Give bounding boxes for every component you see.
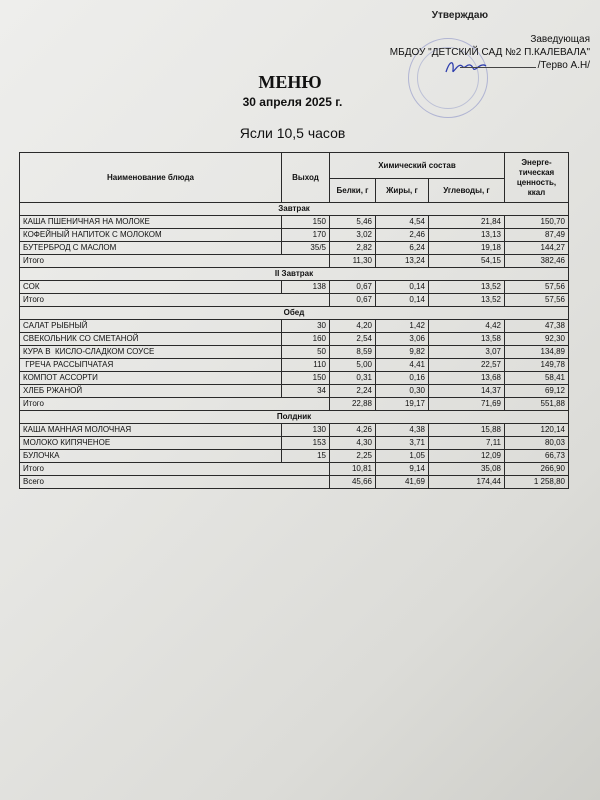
total-energy: 551,88 [505, 398, 569, 411]
total-row [20, 294, 569, 307]
dish-energy: 87,49 [505, 229, 569, 242]
grand-total-carbs: 174,44 [429, 476, 505, 489]
dish-fats: 9,82 [376, 346, 429, 359]
header-carbs: Углеводы, г [429, 179, 505, 203]
dish-proteins: 0,31 [330, 372, 376, 385]
dish-fats: 6,24 [376, 242, 429, 255]
header-yield: Выход [282, 153, 330, 203]
dish-energy: 92,30 [505, 333, 569, 346]
table-row [20, 437, 569, 450]
section-row [20, 203, 569, 216]
dish-fats: 3,71 [376, 437, 429, 450]
dish-energy: 80,03 [505, 437, 569, 450]
dish-proteins: 8,59 [330, 346, 376, 359]
dish-fats: 0,30 [376, 385, 429, 398]
dish-yield: 130 [282, 424, 330, 437]
table-row [20, 372, 569, 385]
dish-proteins: 4,26 [330, 424, 376, 437]
dish-yield: 50 [282, 346, 330, 359]
dish-name: ГРЕЧА РАССЫПЧАТАЯ [20, 359, 282, 372]
total-energy: 382,46 [505, 255, 569, 268]
total-energy: 57,56 [505, 294, 569, 307]
dish-yield: 138 [282, 281, 330, 294]
total-row [20, 463, 569, 476]
dish-proteins: 4,20 [330, 320, 376, 333]
grand-total-energy: 1 258,80 [505, 476, 569, 489]
section-title: II Завтрак [20, 268, 569, 281]
dish-yield: 30 [282, 320, 330, 333]
dish-energy: 149,78 [505, 359, 569, 372]
total-label: Итого [20, 255, 330, 268]
dish-carbs: 15,88 [429, 424, 505, 437]
dish-name: СВЕКОЛЬНИК СО СМЕТАНОЙ [20, 333, 282, 346]
table-row [20, 320, 569, 333]
dish-name: ХЛЕБ РЖАНОЙ [20, 385, 282, 398]
dish-name: СОК [20, 281, 282, 294]
table-row [20, 229, 569, 242]
table-row [20, 424, 569, 437]
organization-name: МБДОУ "ДЕТСКИЙ САД №2 П.КАЛЕВАЛА" [389, 47, 590, 58]
approval-heading: Утверждаю [431, 10, 488, 21]
dish-carbs: 7,11 [429, 437, 505, 450]
dish-fats: 0,14 [376, 281, 429, 294]
table-row [20, 346, 569, 359]
total-carbs: 71,69 [429, 398, 505, 411]
dish-carbs: 12,09 [429, 450, 505, 463]
total-energy: 266,90 [505, 463, 569, 476]
section-title: Завтрак [20, 203, 569, 216]
dish-proteins: 5,00 [330, 359, 376, 372]
dish-yield: 35/5 [282, 242, 330, 255]
dish-fats: 4,54 [376, 216, 429, 229]
dish-carbs: 13,68 [429, 372, 505, 385]
table-row [20, 242, 569, 255]
dish-energy: 47,38 [505, 320, 569, 333]
dish-name: КОФЕЙНЫЙ НАПИТОК С МОЛОКОМ [20, 229, 282, 242]
total-label: Итого [20, 463, 330, 476]
signature-line [460, 60, 590, 71]
total-carbs: 13,52 [429, 294, 505, 307]
total-row [20, 255, 569, 268]
header-dish: Наименование блюда [20, 153, 282, 203]
dish-yield: 150 [282, 216, 330, 229]
total-fats: 9,14 [376, 463, 429, 476]
total-label: Итого [20, 294, 330, 307]
dish-proteins: 2,24 [330, 385, 376, 398]
total-fats: 0,14 [376, 294, 429, 307]
dish-carbs: 13,13 [429, 229, 505, 242]
dish-fats: 0,16 [376, 372, 429, 385]
table-row [20, 281, 569, 294]
total-proteins: 10,81 [330, 463, 376, 476]
dish-name: САЛАТ РЫБНЫЙ [20, 320, 282, 333]
grand-total-label: Всего [20, 476, 330, 489]
dish-yield: 34 [282, 385, 330, 398]
dish-fats: 2,46 [376, 229, 429, 242]
dish-yield: 170 [282, 229, 330, 242]
menu-date: 30 апреля 2025 г. [242, 95, 343, 109]
dish-carbs: 22,57 [429, 359, 505, 372]
dish-name: КОМПОТ АССОРТИ [20, 372, 282, 385]
dish-yield: 110 [282, 359, 330, 372]
dish-energy: 120,14 [505, 424, 569, 437]
dish-name: БУТЕРБРОД С МАСЛОМ [20, 242, 282, 255]
dish-proteins: 2,25 [330, 450, 376, 463]
total-fats: 13,24 [376, 255, 429, 268]
grand-total-row [20, 476, 569, 489]
dish-name: МОЛОКО КИПЯЧЕНОЕ [20, 437, 282, 450]
dish-energy: 57,56 [505, 281, 569, 294]
total-carbs: 54,15 [429, 255, 505, 268]
header-energy: Энерге-тическая ценность, ккал [505, 153, 569, 203]
dish-fats: 4,38 [376, 424, 429, 437]
dish-fats: 4,41 [376, 359, 429, 372]
section-title: Обед [20, 307, 569, 320]
total-fats: 19,17 [376, 398, 429, 411]
dish-fats: 1,05 [376, 450, 429, 463]
total-proteins: 0,67 [330, 294, 376, 307]
table-row [20, 216, 569, 229]
table-row [20, 359, 569, 372]
dish-carbs: 13,52 [429, 281, 505, 294]
dish-carbs: 21,84 [429, 216, 505, 229]
dish-energy: 150,70 [505, 216, 569, 229]
dish-fats: 1,42 [376, 320, 429, 333]
table-row [20, 385, 569, 398]
section-title: Полдник [20, 411, 569, 424]
section-row [20, 411, 569, 424]
dish-proteins: 3,02 [330, 229, 376, 242]
menu-table [19, 152, 569, 489]
dish-energy: 69,12 [505, 385, 569, 398]
menu-body [20, 203, 569, 489]
dish-carbs: 19,18 [429, 242, 505, 255]
signer-name: /Терво А.Н/ [537, 60, 590, 71]
grand-total-proteins: 45,66 [330, 476, 376, 489]
header-proteins: Белки, г [330, 179, 376, 203]
total-proteins: 22,88 [330, 398, 376, 411]
group-name: Ясли 10,5 часов [239, 125, 346, 141]
table-row [20, 333, 569, 346]
dish-energy: 134,89 [505, 346, 569, 359]
dish-proteins: 5,46 [330, 216, 376, 229]
dish-carbs: 3,07 [429, 346, 505, 359]
dish-yield: 153 [282, 437, 330, 450]
dish-fats: 3,06 [376, 333, 429, 346]
approver-position: Заведующая [530, 34, 590, 45]
dish-carbs: 13,58 [429, 333, 505, 346]
dish-proteins: 2,82 [330, 242, 376, 255]
section-row [20, 268, 569, 281]
dish-energy: 66,73 [505, 450, 569, 463]
dish-carbs: 14,37 [429, 385, 505, 398]
section-row [20, 307, 569, 320]
dish-name: БУЛОЧКА [20, 450, 282, 463]
dish-name: КУРА В КИСЛО-СЛАДКОМ СОУСЕ [20, 346, 282, 359]
dish-name: КАША ПШЕНИЧНАЯ НА МОЛОКЕ [20, 216, 282, 229]
table-row [20, 450, 569, 463]
dish-proteins: 0,67 [330, 281, 376, 294]
dish-carbs: 4,42 [429, 320, 505, 333]
page-title: МЕНЮ [258, 72, 322, 92]
dish-proteins: 2,54 [330, 333, 376, 346]
header-chemical: Химический состав [330, 153, 505, 179]
total-carbs: 35,08 [429, 463, 505, 476]
header-fats: Жиры, г [376, 179, 429, 203]
dish-yield: 160 [282, 333, 330, 346]
dish-energy: 58,41 [505, 372, 569, 385]
dish-energy: 144,27 [505, 242, 569, 255]
total-row [20, 398, 569, 411]
total-label: Итого [20, 398, 330, 411]
grand-total-fats: 41,69 [376, 476, 429, 489]
total-proteins: 11,30 [330, 255, 376, 268]
signature-blank [460, 67, 536, 68]
dish-proteins: 4,30 [330, 437, 376, 450]
dish-yield: 150 [282, 372, 330, 385]
dish-yield: 15 [282, 450, 330, 463]
dish-name: КАША МАННАЯ МОЛОЧНАЯ [20, 424, 282, 437]
